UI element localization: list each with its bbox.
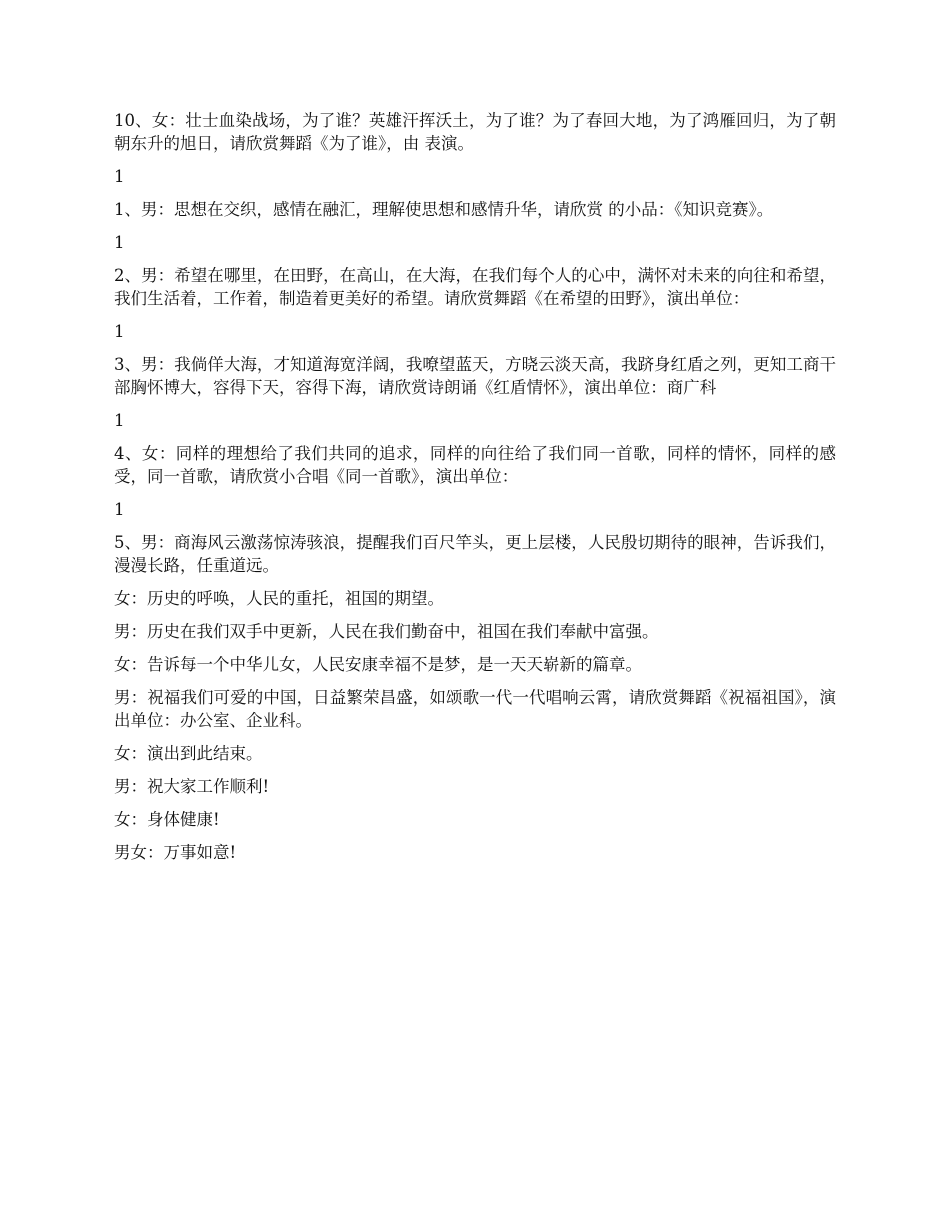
paragraph-program-3: 3、男：我倘佯大海，才知道海宽洋阔，我嘹望蓝天，方晓云淡天高，我跻身红盾之列，更知工商干部胸怀博大，容得下天，容得下海，请欣赏诗朗诵《红盾情怀》，演出单位：商广科: [114, 355, 836, 397]
dialogue-line: 男：历史在我们双手中更新，人民在我们勤奋中，祖国在我们奉献中富强。: [114, 622, 659, 641]
paragraph-program-4: 4、女：同样的理想给了我们共同的追求，同样的向往给了我们同一首歌，同样的情怀，同样的感受，同一首歌，请欣赏小合唱《同一首歌》，演出单位：: [114, 444, 836, 486]
dialogue-line: 男：祝福我们可爱的中国，日益繁荣昌盛，如颂歌一代一代唱响云霄，请欣赏舞蹈《祝福祖国》，演出单位：办公室、企业科。: [114, 688, 836, 730]
dialogue-line: 女：演出到此结束。: [114, 744, 263, 763]
page-number-marker: 1: [114, 500, 125, 519]
document-page: [114, 109, 836, 874]
paragraph-program-5: 5、男：商海风云激荡惊涛骇浪，提醒我们百尺竿头，更上层楼，人民殷切期待的眼神，告诉我们，漫漫长路，任重道远。: [114, 533, 836, 575]
dialogue-line: 女：告诉每一个中华儿女，人民安康幸福不是梦，是一天天崭新的篇章。: [114, 655, 642, 674]
dialogue-line: 女：身体健康!: [114, 810, 220, 829]
paragraph-program-10: 10、女：壮士血染战场，为了谁？英雄汗挥沃土，为了谁？为了春回大地，为了鸿雁回归，为了朝朝东升的旭日，请欣赏舞蹈《为了谁》，由 表演。: [114, 111, 836, 153]
page-number-marker: 1: [114, 322, 125, 341]
page-number-marker: 1: [114, 233, 125, 252]
dialogue-line: 男女：万事如意!: [114, 843, 237, 862]
dialogue-line: 女：历史的呼唤，人民的重托，祖国的期望。: [114, 589, 444, 608]
paragraph-program-2: 2、男：希望在哪里，在田野，在高山，在大海，在我们每个人的心中，满怀对未来的向往和希望，我们生活着，工作着，制造着更美好的希望。请欣赏舞蹈《在希望的田野》，演出单位：: [114, 266, 836, 308]
dialogue-line: 男：祝大家工作顺利!: [114, 777, 270, 796]
page-number-marker: 1: [114, 167, 125, 186]
page-number-marker: 1: [114, 411, 125, 430]
paragraph-program-1: 1、男：思想在交织，感情在融汇，理解使思想和感情升华，请欣赏 的小品：《知识竞赛》。: [114, 200, 774, 219]
